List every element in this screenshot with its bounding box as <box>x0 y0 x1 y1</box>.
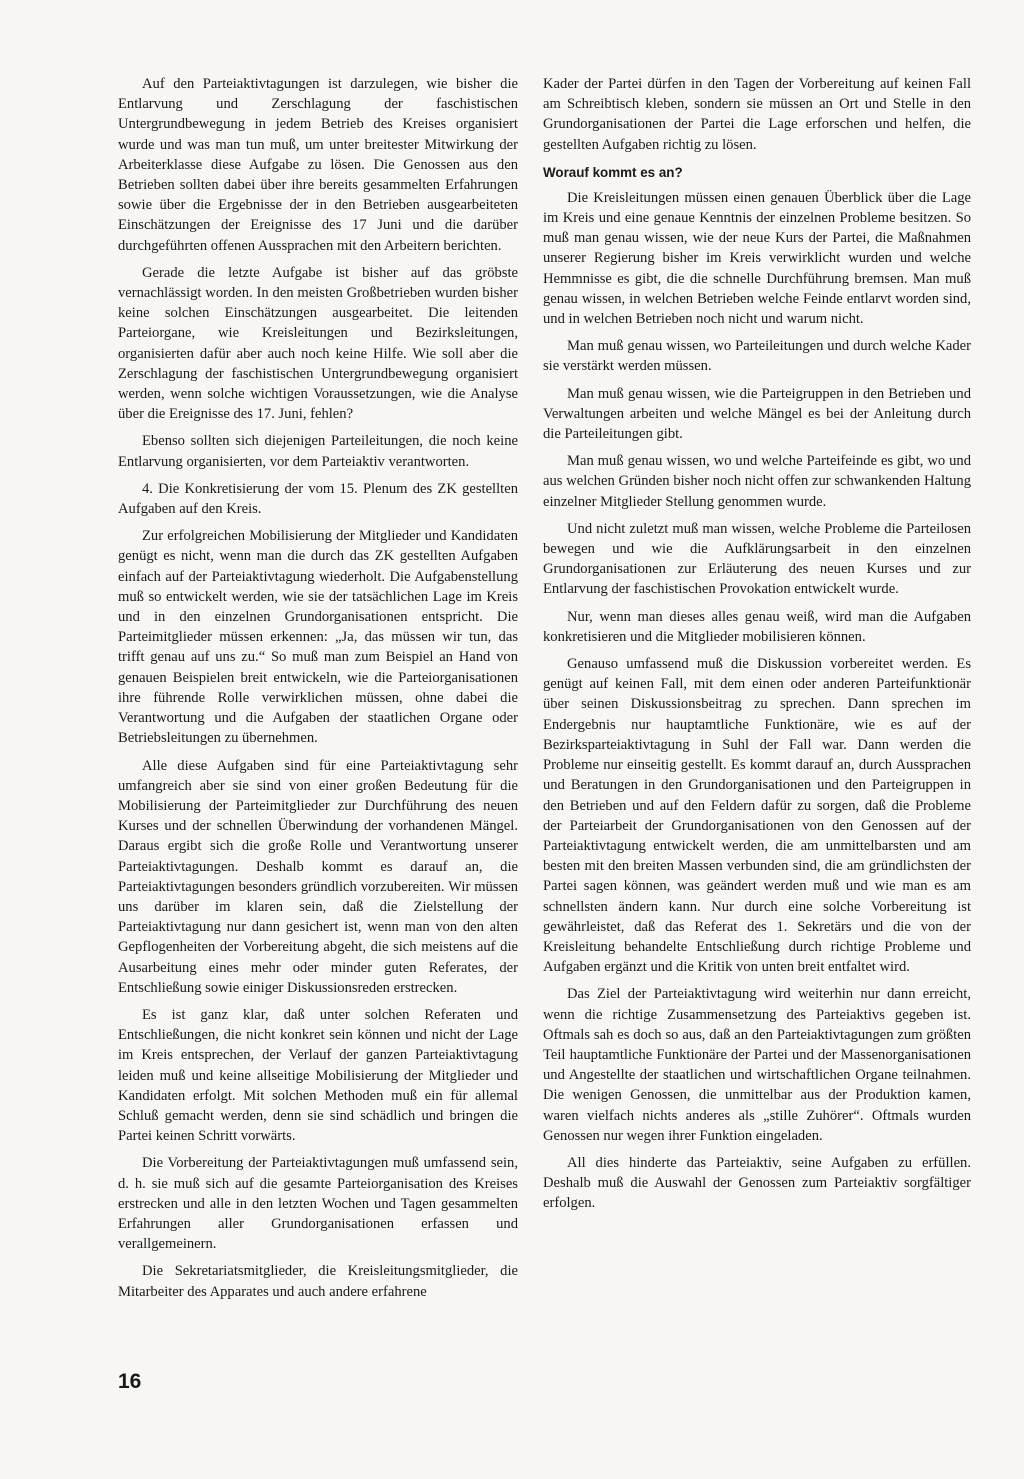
paragraph: Ebenso sollten sich diejenigen Parteileitungen, die noch keine Entlarvung organisierten, vor dem Parteiaktiv verantworten. <box>118 433 518 470</box>
paragraph: Und nicht zuletzt muß man wissen, welche Probleme die Parteilosen bewegen und wie die Aufklärungsarbeit in den einzelnen Grundorganisationen zur Erläuterung des neuen Kurses und zur Entlarvung der faschistischen Provokation entwickelt wurde. <box>543 520 971 598</box>
paragraph: Das Ziel der Parteiaktivtagung wird weiterhin nur dann erreicht, wenn die richtige Zusammensetzung des Parteiaktivs gegeben ist. Oftmals sah es doch so aus, daß an den Parteiaktivtagungen zum größten Teil hauptamtliche Funktionäre der Partei und der Massenorganisationen und Angestellte der staatlichen und wirtschaftlichen Organe teilnahmen. Die wenigen Genossen, die unmittelbar aus der Produktion kamen, waren vielfach nichts anderes als „stille Zuhörer“. Oftmals wurden Genossen nur wegen ihrer Funktion eingeladen. <box>543 986 971 1144</box>
paragraph: Auf den Parteiaktivtagungen ist darzulegen, wie bisher die Entlarvung und Zerschlagung der faschistischen Untergrundbewegung in jedem Betrieb des Kreises organisiert wurde und was man tun muß, um unter breitester Mitwirkung der Arbeiterklasse diese Aufgabe zu lösen. Die Genossen aus den Betrieben sollten dabei über ihre bereits gesammelten Erfahrungen sowie über die Ergebnisse der in den Betrieben ausgearbeiteten Einschätzungen der Ereignisse des 17 Juni und die darüber durchgeführten offenen Aussprachen mit den Arbeitern berichten. <box>118 76 518 254</box>
paragraph: Alle diese Aufgaben sind für eine Parteiaktivtagung sehr umfangreich aber sie sind von einer großen Bedeutung für die Mobilisierung der Parteimitglieder zur Durchführung des neuen Kurses und der schnellen Überwindung der vorhandenen Mängel. Daraus ergibt sich die große Rolle und Verantwortung unserer Parteiaktivtagungen. Deshalb kommt es darauf an, die Parteiaktivtagungen besonders gründlich vorzubereiten. Wir müssen uns darüber im klaren sein, daß die Zielstellung der Parteiaktivtagung nur dann gesichert ist, wenn man von den alten Gepflogenheiten der Vorbereitung abgeht, die sich meistens auf die Ausarbeitung eines mehr oder minder guten Referates, der Entschließung sowie einiger Diskussionsreden erstrecken. <box>118 757 518 996</box>
right-column <box>543 74 971 1221</box>
section-item-4: 4. Die Konkretisierung der vom 15. Plenum des ZK gestellten Aufgaben auf den Kreis. <box>118 480 518 518</box>
paragraph: Man muß genau wissen, wie die Parteigruppen in den Betrieben und Verwaltungen arbeiten und welche Mängel es bei der Anleitung durch die Parteileitungen gibt. <box>543 385 971 443</box>
paragraph: Es ist ganz klar, daß unter solchen Referaten und Entschließungen, die nicht konkret sein können und nicht der Lage im Kreis entsprechen, der Verlauf der ganzen Parteiaktivtagung leiden muß und keine allseitige Mobilisierung der Mitglieder und Kandidaten erfolgt. Mit solchen Methoden muß ein für allemal Schluß gemacht werden, denn sie sind schädlich und bringen die Partei keinen Schritt vorwärts. <box>118 1006 518 1145</box>
section-heading: Worauf kommt es an? <box>543 164 683 180</box>
paragraph: Zur erfolgreichen Mobilisierung der Mitglieder und Kandidaten genügt es nicht, wenn man die durch das ZK gestellten Aufgaben einfach auf der Parteiaktivtagung wiederholt. Die Aufgabenstellung muß so entwickelt werden, wie sie der tatsächlichen Lage im Kreis und in den einzelnen Grundorganisationen entspricht. Die Parteimitglieder müssen erkennen: „Ja, das müssen wir tun, das trifft genau auf uns zu.“ So muß man zum Beispiel an Hand von genauen Beispielen breit entwickeln, wie die Parteiorganisationen ihre führende Rolle verwirklichen müssen, ohne dabei die Verantwortung und die Aufgaben der staatlichen Organe oder Betriebsleitungen zu übernehmen. <box>118 528 518 747</box>
page-number: 16 <box>118 1370 142 1393</box>
paragraph: Die Vorbereitung der Parteiaktivtagungen muß umfassend sein, d. h. sie muß sich auf die gesamte Parteiorganisation des Kreises erstrecken und alle in den letzten Wochen und Tagen gesammelten Erfahrungen aller Grundorganisationen erfassen und verallgemeinern. <box>118 1155 518 1253</box>
paragraph: Genauso umfassend muß die Diskussion vorbereitet werden. Es genügt auf keinen Fall, mit dem einen oder anderen Parteifunktionär über seinen Diskussionsbeitrag zu sprechen. Dann sprechen im Endergebnis nur hauptamtliche Funktionäre, wie es auf der Bezirksparteiaktivtagung in Suhl der Fall war. Dann werden die Probleme nur einseitig gestellt. Es kommt darauf an, durch Aussprachen und Beratungen in den Grundorganisationen und den Parteigruppen in den Betrieben und auf den Feldern dafür zu sorgen, daß die Probleme der Parteiarbeit der Grundorganisationen von den Genossen auf der Parteiaktivtagung entwickelt werden, die am unmittelbarsten und am besten mit den breiten Massen verbunden sind, die am gründlichsten der Partei sagen können, was geändert werden muß und wie man es am schnellsten ändern kann. Nur durch eine solche Vorbereitung ist gewährleistet, daß das Referat des 1. Sekretärs und die von der Kreisleitung behandelte Entschließung durch richtige Probleme und Aufgaben ergänzt und die Kritik von unten breit entfaltet wird. <box>543 656 971 976</box>
paragraph: All dies hinderte das Parteiaktiv, seine Aufgaben zu erfüllen. Deshalb muß die Auswahl der Genossen zum Parteiaktiv sorgfältiger erfolgen. <box>543 1154 971 1212</box>
paragraph: Die Kreisleitungen müssen einen genauen Überblick über die Lage im Kreis und eine genaue Kenntnis der einzelnen Probleme besitzen. So muß man genau wissen, wie der neue Kurs der Partei, die Maßnahmen unserer Regierung bisher im Kreis verwirklicht wurden und welche Hemmnisse es gibt, die die schnelle Durchführung bremsen. Man muß genau wissen, in welchen Betrieben welche Feinde entlarvt worden sind, und in welchen Betrieben noch nicht und warum nicht. <box>543 189 971 328</box>
paragraph: Man muß genau wissen, wo Parteileitungen und durch welche Kader sie verstärkt werden müssen. <box>543 338 971 375</box>
left-column <box>118 74 518 1309</box>
paragraph: Gerade die letzte Aufgabe ist bisher auf das gröbste vernachlässigt worden. In den meisten Großbetrieben wurden bisher keine solchen Einschätzungen ausgearbeitet. Die leitenden Parteiorgane, wie Kreisleitungen und Bezirksleitungen, organisierten dafür aber auch noch keine Hilfe. Wie soll aber die Zerschlagung der faschistischen Untergrundbewegung organisiert werden, wenn solche wichtigen Voraussetzungen, wie die Analyse über die Ereignisse des 17. Juni, fehlen? <box>118 264 518 423</box>
paragraph-continued: Kader der Partei dürfen in den Tagen der Vorbereitung auf keinen Fall am Schreibtisch kleben, sondern sie müssen an Ort und Stelle in den Grundorganisationen der Partei die Lage erforschen und helfen, die gestellten Aufgaben richtig zu lösen. <box>543 76 971 153</box>
paragraph: Man muß genau wissen, wo und welche Parteifeinde es gibt, wo und aus welchen Gründen bisher noch nicht offen zur schwankenden Haltung einzelner Mitglieder Stellung genommen wurde. <box>543 453 971 510</box>
paragraph: Die Sekretariatsmitglieder, die Kreisleitungsmitglieder, die Mitarbeiter des Apparates und auch andere erfahrene <box>118 1263 518 1300</box>
paragraph: Nur, wenn man dieses alles genau weiß, wird man die Aufgaben konkretisieren und die Mitglieder mobilisieren können. <box>543 608 971 645</box>
